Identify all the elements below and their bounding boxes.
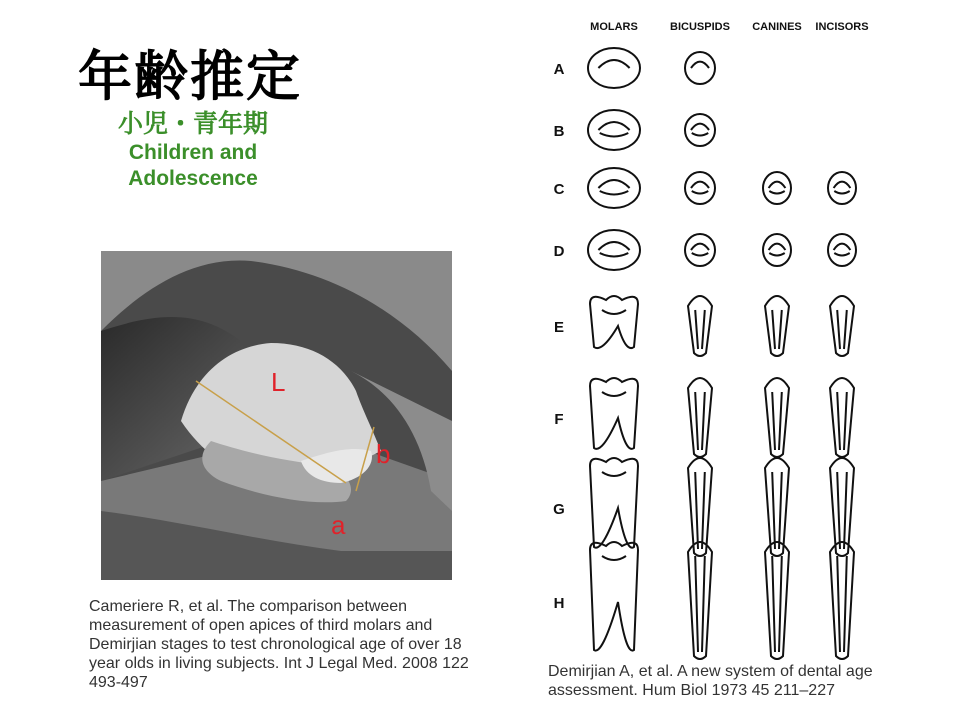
tooth-stage-h-canines [765, 542, 789, 659]
demirjian-stage-chart [540, 10, 920, 660]
tooth-stage-b-bicuspids [685, 114, 715, 146]
stage-label-h: H [553, 595, 565, 612]
tooth-stage-d-molars [588, 230, 640, 270]
column-header-molars: MOLARS [590, 21, 638, 33]
stage-label-e: E [553, 319, 565, 336]
tooth-stage-f-molars [590, 378, 638, 449]
tooth-stage-c-canines [763, 172, 791, 204]
subtitle-english-line2: Adolescence [128, 167, 258, 190]
xray-label-l: L [271, 367, 286, 397]
stage-label-c: C [553, 181, 565, 198]
tooth-stage-h-bicuspids [688, 542, 712, 659]
column-header-incisors: INCISORS [815, 21, 869, 33]
tooth-stage-f-bicuspids [688, 378, 712, 457]
subtitle-english [88, 140, 298, 192]
citation-demirjian: Demirjian A, et al. A new system of dental age assessment. Hum Biol 1973 45 211–227 [548, 663, 873, 699]
tooth-stage-e-molars [590, 296, 638, 348]
tooth-stage-c-bicuspids [685, 172, 715, 204]
stage-label-d: D [553, 243, 565, 260]
tooth-stage-h-incisors [830, 542, 854, 659]
stage-label-g: G [553, 501, 565, 518]
tooth-stage-e-canines [765, 296, 789, 356]
xray-label-a: a [331, 510, 346, 540]
slide-title: 年齢推定 [78, 45, 302, 108]
stage-label-b: B [553, 123, 565, 140]
tooth-stage-d-incisors [828, 234, 856, 266]
tooth-stage-b-molars [588, 110, 640, 150]
column-header-bicuspids: BICUSPIDS [670, 21, 730, 33]
tooth-stage-e-bicuspids [688, 296, 712, 356]
tooth-stage-a-bicuspids [685, 52, 715, 84]
citation-cameriere: Cameriere R, et al. The comparison between measurement of open apices of third molars and Demirjian stages to test chronological age of over 18 year olds in living subjects. Int J Legal Med. 2008 122 493-497 [89, 598, 469, 691]
tooth-stage-e-incisors [830, 296, 854, 356]
tooth-stage-c-molars [588, 168, 640, 208]
tooth-stage-d-canines [763, 234, 791, 266]
xray-image [101, 251, 452, 580]
xray-label-b: b [376, 439, 391, 469]
tooth-stage-a-molars [588, 48, 640, 88]
stage-label-a: A [553, 61, 565, 78]
tooth-stage-c-incisors [828, 172, 856, 204]
tooth-stage-h-molars [590, 542, 638, 651]
column-header-canines: CANINES [752, 21, 802, 33]
subtitle-english-line1: Children and [128, 141, 258, 164]
tooth-stage-d-bicuspids [685, 234, 715, 266]
subtitle-japanese: 小児・青年期 [117, 109, 268, 138]
tooth-stage-g-molars [590, 458, 638, 548]
stage-label-f: F [554, 411, 564, 428]
tooth-stage-f-incisors [830, 378, 854, 457]
tooth-stage-f-canines [765, 378, 789, 457]
